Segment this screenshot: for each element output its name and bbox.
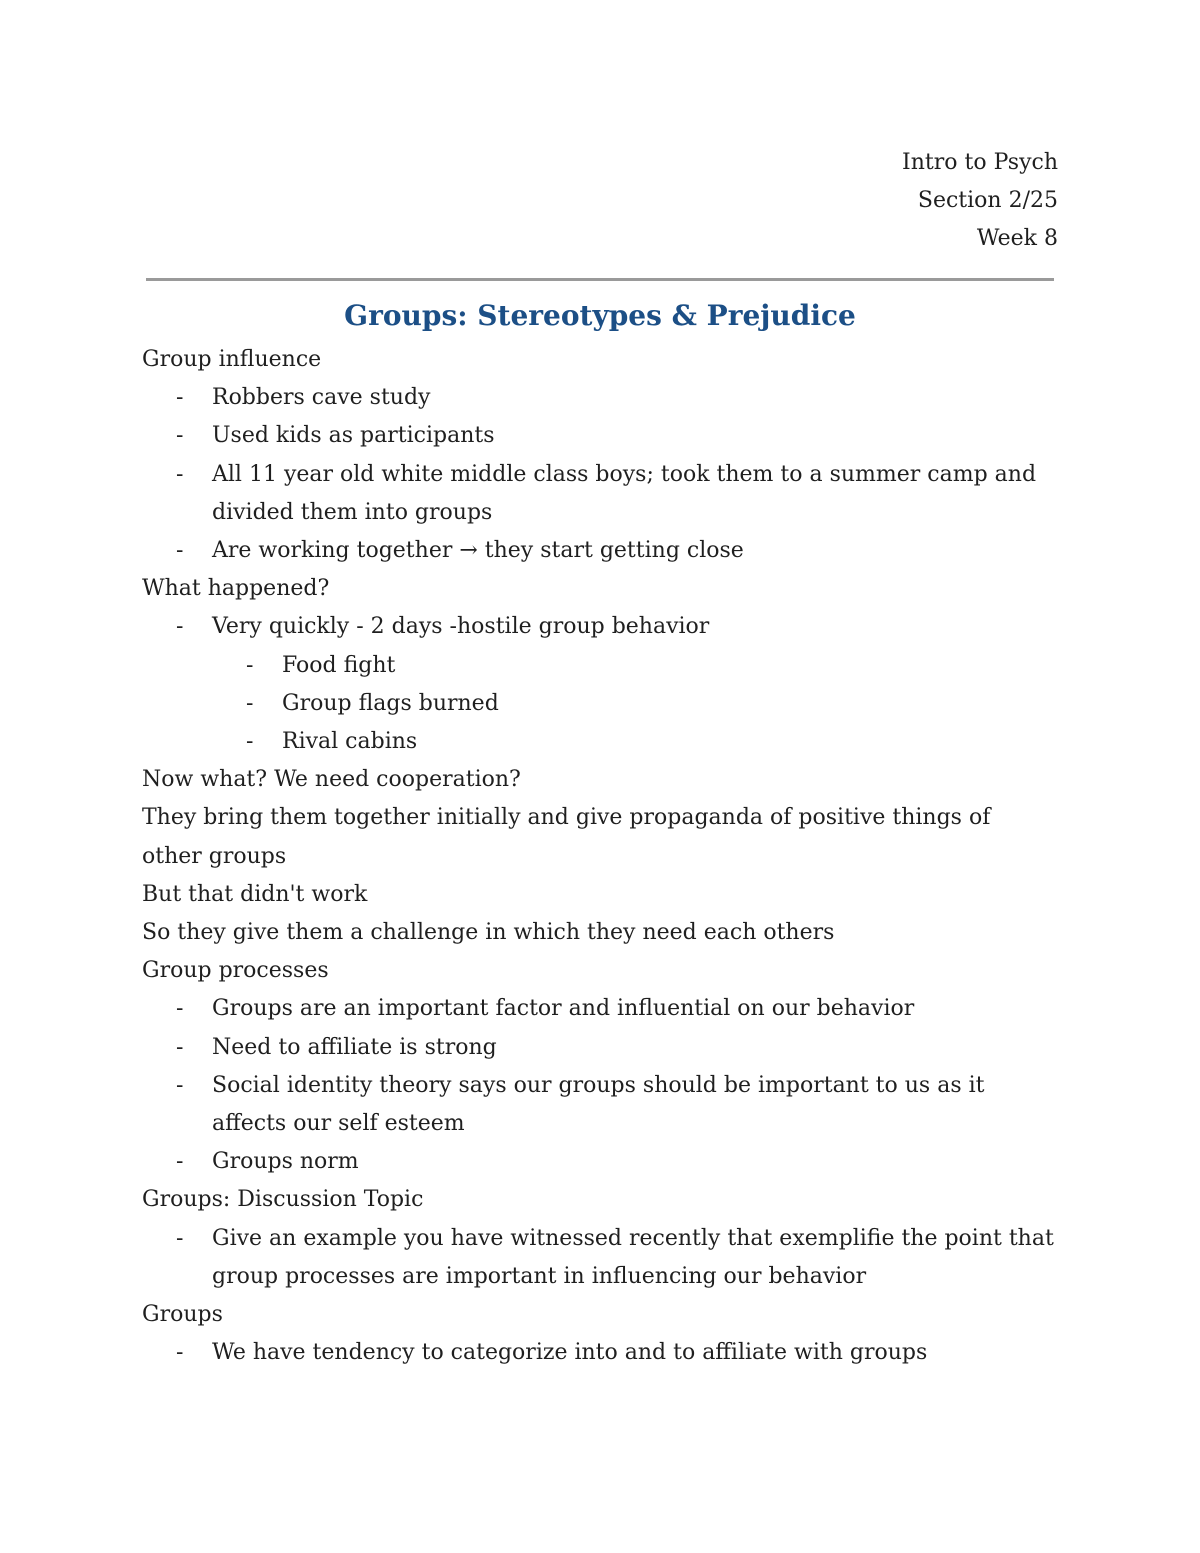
dash-bullet-icon: - xyxy=(176,1149,184,1175)
bullet-item xyxy=(142,1067,1057,1143)
dash-bullet-icon: - xyxy=(176,1072,184,1098)
bullet-text: Rival cabins xyxy=(282,729,418,755)
note-line: Group processes xyxy=(142,958,329,984)
dash-bullet-icon: - xyxy=(176,1034,184,1060)
document-header xyxy=(902,144,1058,258)
bullet-item xyxy=(142,1029,1057,1067)
bullet-item xyxy=(142,532,1057,570)
bullet-item xyxy=(142,1143,1057,1181)
bullet-text: Robbers cave study xyxy=(212,385,431,411)
bullet-item xyxy=(142,1220,1057,1296)
bullet-text: Need to affiliate is strong xyxy=(212,1034,497,1060)
horizontal-divider xyxy=(146,278,1054,281)
bullet-item xyxy=(142,417,1057,455)
dash-bullet-icon: - xyxy=(176,385,184,411)
bullet-item xyxy=(142,456,1057,532)
dash-bullet-icon: - xyxy=(176,1225,184,1251)
bullet-item xyxy=(142,990,1057,1028)
dash-bullet-icon: - xyxy=(246,729,254,755)
bullet-item xyxy=(142,647,1057,685)
note-line: But that didn't work xyxy=(142,881,368,907)
dash-bullet-icon: - xyxy=(176,1340,184,1366)
bullet-text: We have tendency to categorize into and to affiliate with groups xyxy=(212,1340,928,1366)
bullet-item xyxy=(142,1334,1057,1372)
bullet-text: Group flags burned xyxy=(282,690,499,716)
bullet-text: Used kids as participants xyxy=(212,423,495,449)
course-name: Intro to Psych xyxy=(902,150,1058,175)
note-line: Now what? We need cooperation? xyxy=(142,767,521,793)
dash-bullet-icon: - xyxy=(176,996,184,1022)
note-line: What happened? xyxy=(142,576,330,602)
section-date: Section 2/25 xyxy=(917,188,1058,213)
dash-bullet-icon: - xyxy=(246,690,254,716)
bullet-text: Very quickly - 2 days -hostile group behavior xyxy=(212,614,710,640)
page-title: Groups: Stereotypes & Prejudice xyxy=(344,299,856,332)
bullet-item xyxy=(142,685,1057,723)
bullet-text: Groups norm xyxy=(212,1149,359,1175)
bullet-item xyxy=(142,723,1057,761)
bullet-text: All 11 year old white middle class boys; took them to a summer camp and divided them into groups xyxy=(212,461,1037,525)
week-label: Week 8 xyxy=(976,226,1058,251)
dash-bullet-icon: - xyxy=(176,538,184,564)
note-line: They bring them together initially and give propaganda of positive things of other groups xyxy=(142,805,991,869)
dash-bullet-icon: - xyxy=(176,614,184,640)
note-line: Groups: Discussion Topic xyxy=(142,1187,424,1213)
bullet-text: Food fight xyxy=(282,652,396,678)
note-line: Groups xyxy=(142,1302,223,1328)
bullet-item xyxy=(142,608,1057,646)
bullet-text: Social identity theory says our groups should be important to us as it affects our self esteem xyxy=(212,1072,985,1137)
dash-bullet-icon: - xyxy=(176,461,184,487)
bullet-text: Are working together → they start getting close xyxy=(212,538,744,564)
bullet-text: Groups are an important factor and influential on our behavior xyxy=(212,996,915,1022)
dash-bullet-icon: - xyxy=(246,652,254,678)
note-line: So they give them a challenge in which they need each others xyxy=(142,920,835,946)
bullet-text: Give an example you have witnessed recently that exemplifie the point that group processes are important in influencing our behavior xyxy=(212,1225,1054,1289)
bullet-item xyxy=(142,379,1057,417)
notes-body xyxy=(142,341,1057,1372)
dash-bullet-icon: - xyxy=(176,423,184,449)
note-line: Group influence xyxy=(142,347,322,372)
